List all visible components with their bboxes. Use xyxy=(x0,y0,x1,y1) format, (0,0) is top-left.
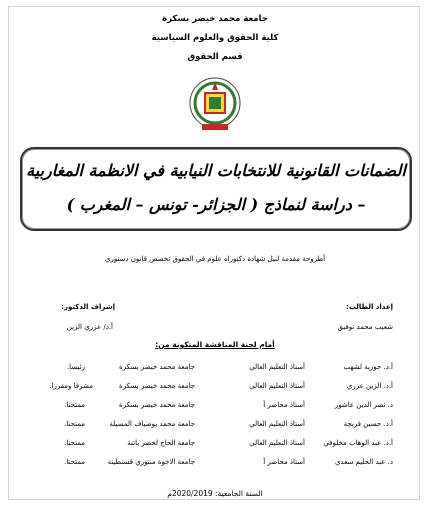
supervisor-name: أ.د/ عزري الزين xyxy=(66,323,113,331)
member-role: مشرفا ومقررا. xyxy=(49,382,93,390)
member-university: جامعة محمد خيضر بسكرة xyxy=(119,382,195,390)
member-rank: أستاذ التعليم العالي xyxy=(249,363,305,371)
committee-row xyxy=(0,363,430,377)
committee-row xyxy=(0,439,430,453)
member-university: جامعة محمد خيضر بسكرة xyxy=(119,363,195,371)
member-name: د. عبد الحليم سعدي xyxy=(334,458,393,466)
member-name: د. نصر الدين عاشور xyxy=(334,401,393,409)
member-role: رئيسا. xyxy=(66,363,85,371)
member-rank: أستاذ التعليم العالي xyxy=(249,382,305,390)
student-name: شعيب محمد توفيق xyxy=(337,323,393,331)
committee-row xyxy=(0,458,430,472)
faculty-name: كلية الحقوق والعلوم السياسية xyxy=(151,33,279,43)
student-label: إعداد الطالب: xyxy=(346,303,393,311)
member-name: أ.د. حسين فريجة xyxy=(343,420,393,428)
committee-row xyxy=(0,420,430,434)
member-role: ممتحنا. xyxy=(64,420,85,428)
thesis-title-line-1: الضمانات القانونية للانتخابات النيابية في الانظمة المغاربية xyxy=(26,161,406,180)
member-name: أ.د. الزين عزري xyxy=(346,382,393,390)
member-name: أ.د. عبد الوهاب مخلوفي xyxy=(323,439,393,447)
member-role: ممتحنا. xyxy=(64,401,85,409)
department-name: قسم الحقوق xyxy=(187,52,243,62)
member-rank: أستاذ محاضر أ xyxy=(263,458,305,466)
member-university: جامعة محمد خيضر بسكرة xyxy=(119,401,195,409)
member-rank: أستاذ محاضر أ xyxy=(263,401,305,409)
member-role: ممتحنا. xyxy=(64,458,85,466)
committee-row xyxy=(0,382,430,396)
thesis-description: أطروحة مقدمة لنيل شهادة دكتوراه علوم في الحقوق تخصص قانون دستوري xyxy=(104,255,326,263)
committee-heading: أمام لجنة المناقشة المتكونة من: xyxy=(155,340,275,349)
member-role: ممتحنا. xyxy=(64,439,85,447)
member-university: جامعة الحاج لخضر باتنة xyxy=(127,439,195,447)
member-university: جامعة محمد بوضياف المسيلة xyxy=(109,420,195,428)
member-rank: أستاذ التعليم العالي xyxy=(249,439,305,447)
member-name: أ.د. حورية لشهب xyxy=(343,363,393,371)
title-box xyxy=(20,147,412,231)
supervisor-label: إشراف الدكتور: xyxy=(61,303,115,311)
committee-row xyxy=(0,401,430,415)
member-rank: أستاذ التعليم العالي xyxy=(249,420,305,428)
university-name: جامعة محمد خيضر بسكرة xyxy=(162,14,268,24)
thesis-title-line-2: – دراسة لنماذج ( الجزائر- تونس – المغرب ) xyxy=(66,195,366,214)
university-emblem-icon xyxy=(188,76,242,134)
academic-year: السنة الجامعية: 2020/2019م xyxy=(167,489,263,498)
member-university: جامعة الاخوة منتوري قسنطينة xyxy=(107,458,195,466)
